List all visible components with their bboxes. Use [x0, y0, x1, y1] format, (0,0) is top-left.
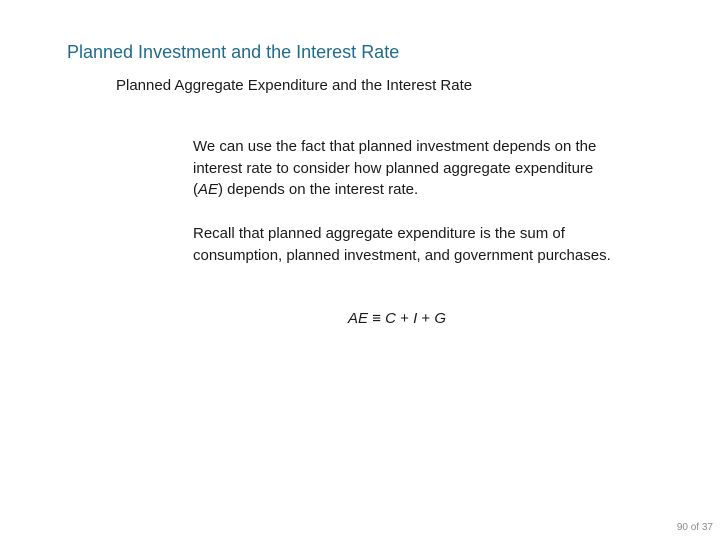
paragraph1-emphasis-ae: AE [198, 181, 219, 198]
slide-title: Planned Investment and the Interest Rate [67, 42, 400, 62]
paragraph1-text-before: We can use the fact that planned investment depends on the interest rate to consider how planned aggregate expenditure ( [193, 138, 597, 198]
ae-identity-equation [348, 310, 446, 327]
paragraph-investment-interest [193, 136, 613, 201]
paragraph-ae-definition: Recall that planned aggregate expenditure is the sum of consumption, planned investment, and government purchases. [193, 225, 611, 264]
equation-term-c: C [385, 310, 396, 327]
equation-term-i: I [413, 310, 418, 327]
equation-identity-sign: ≡ [372, 310, 381, 327]
equation-lhs: AE [348, 310, 369, 327]
equation-plus-sign: + [400, 310, 409, 327]
paragraph1-text-after: ) depends on the interest rate. [218, 181, 419, 198]
slide-subtitle: Planned Aggregate Expenditure and the Interest Rate [116, 77, 473, 94]
equation-plus-sign: + [421, 310, 431, 327]
page-number: 90 of 37 [676, 522, 713, 533]
equation-term-g: G [434, 310, 447, 327]
